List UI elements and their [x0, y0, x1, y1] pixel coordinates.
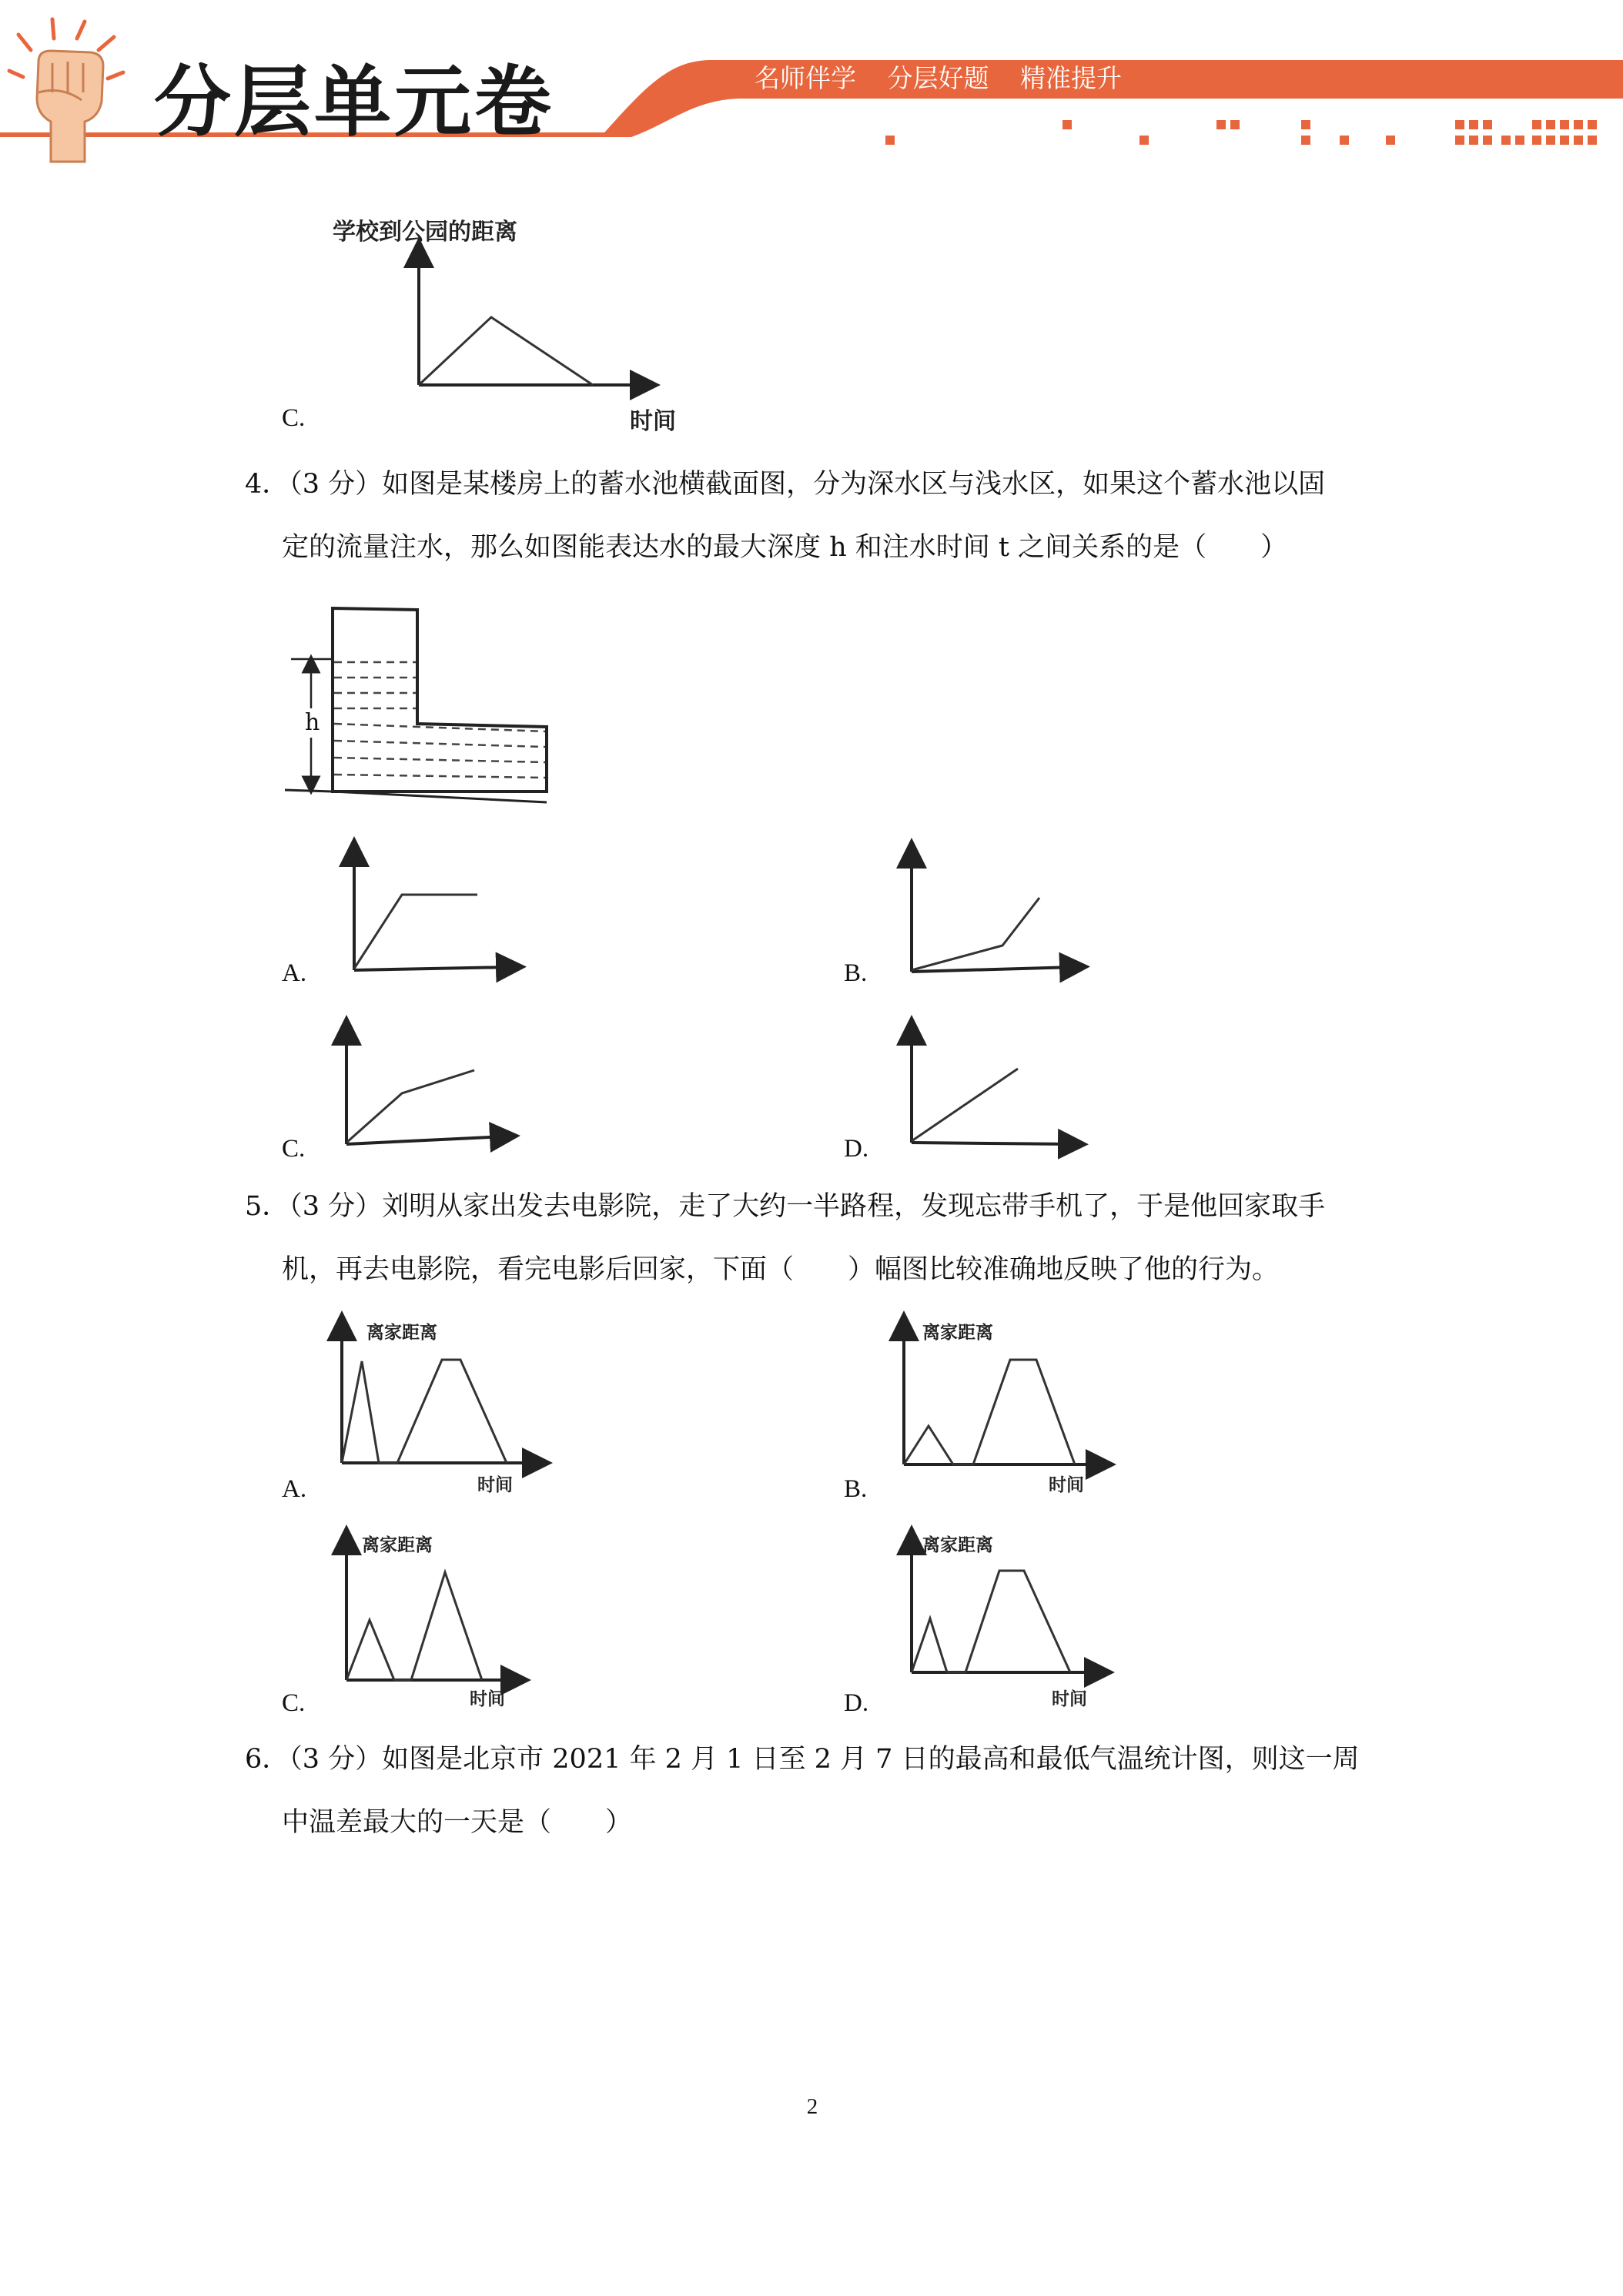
q5-option-c-label: C.: [282, 1689, 306, 1717]
q3-chart-ylabel: 学校到公园的距离: [333, 219, 517, 246]
q4-stem-line2: 定的流量注水，那么如图能表达水的最大深度 h 和注水时间 t 之间关系的是（ ）: [282, 532, 1288, 563]
q4-figure-h-label: h: [305, 709, 320, 736]
q5-stem-line2: 机，再去电影院，看完电影后回家，下面（ ）幅图比较准确地反映了他的行为。: [282, 1254, 1280, 1285]
q5-stem-line1: 5．（3 分）刘明从家出发去电影院，走了大约一半路程，发现忘带手机了，于是他回家取手: [245, 1191, 1326, 1222]
q5-d-ylabel: 离家距离: [922, 1535, 993, 1555]
q4-option-d-graph: [901, 1016, 1101, 1170]
q3-chart-xlabel: 时间: [630, 408, 676, 435]
header-slogan: 名师伴学 分层好题 精准提升: [755, 63, 1122, 93]
q4-tank-figure: [285, 601, 562, 816]
q6-stem-line1: 6．（3 分）如图是北京市 2021 年 2 月 1 日至 2 月 7 日的最高和最低气温统计图，则这一周: [245, 1744, 1360, 1775]
q5-b-xlabel: 时间: [1049, 1475, 1084, 1495]
q3-option-c-label: C.: [282, 404, 306, 432]
q4-option-a-graph: [339, 839, 539, 993]
q5-b-ylabel: 离家距离: [922, 1323, 993, 1343]
q5-c-ylabel: 离家距离: [362, 1535, 433, 1555]
q4-stem-line1: 4．（3 分）如图是某楼房上的蓄水池横截面图，分为深水区与浅水区，如果这个蓄水池以固: [245, 469, 1326, 500]
q4-option-b-label: B.: [844, 959, 868, 987]
q5-option-a-graph: [331, 1309, 554, 1486]
page-number: 2: [806, 2094, 818, 2119]
q4-option-a-label: A.: [282, 959, 307, 987]
q6-stem-line2: 中温差最大的一天是（ ）: [282, 1807, 633, 1838]
q5-option-d-label: D.: [844, 1689, 869, 1717]
header-title: 分层单元卷: [154, 57, 554, 147]
q5-d-xlabel: 时间: [1052, 1689, 1087, 1709]
q5-a-ylabel: 离家距离: [366, 1323, 437, 1343]
q5-a-xlabel: 时间: [477, 1475, 513, 1495]
q4-option-d-label: D.: [844, 1135, 869, 1163]
q4-option-c-label: C.: [282, 1135, 306, 1163]
fist-logo-icon: [8, 15, 146, 169]
q4-option-c-graph: [331, 1019, 531, 1173]
q4-option-b-graph: [901, 839, 1101, 993]
q5-c-xlabel: 时间: [470, 1689, 505, 1709]
q5-option-a-label: A.: [282, 1475, 307, 1503]
q5-option-b-label: B.: [844, 1475, 868, 1503]
